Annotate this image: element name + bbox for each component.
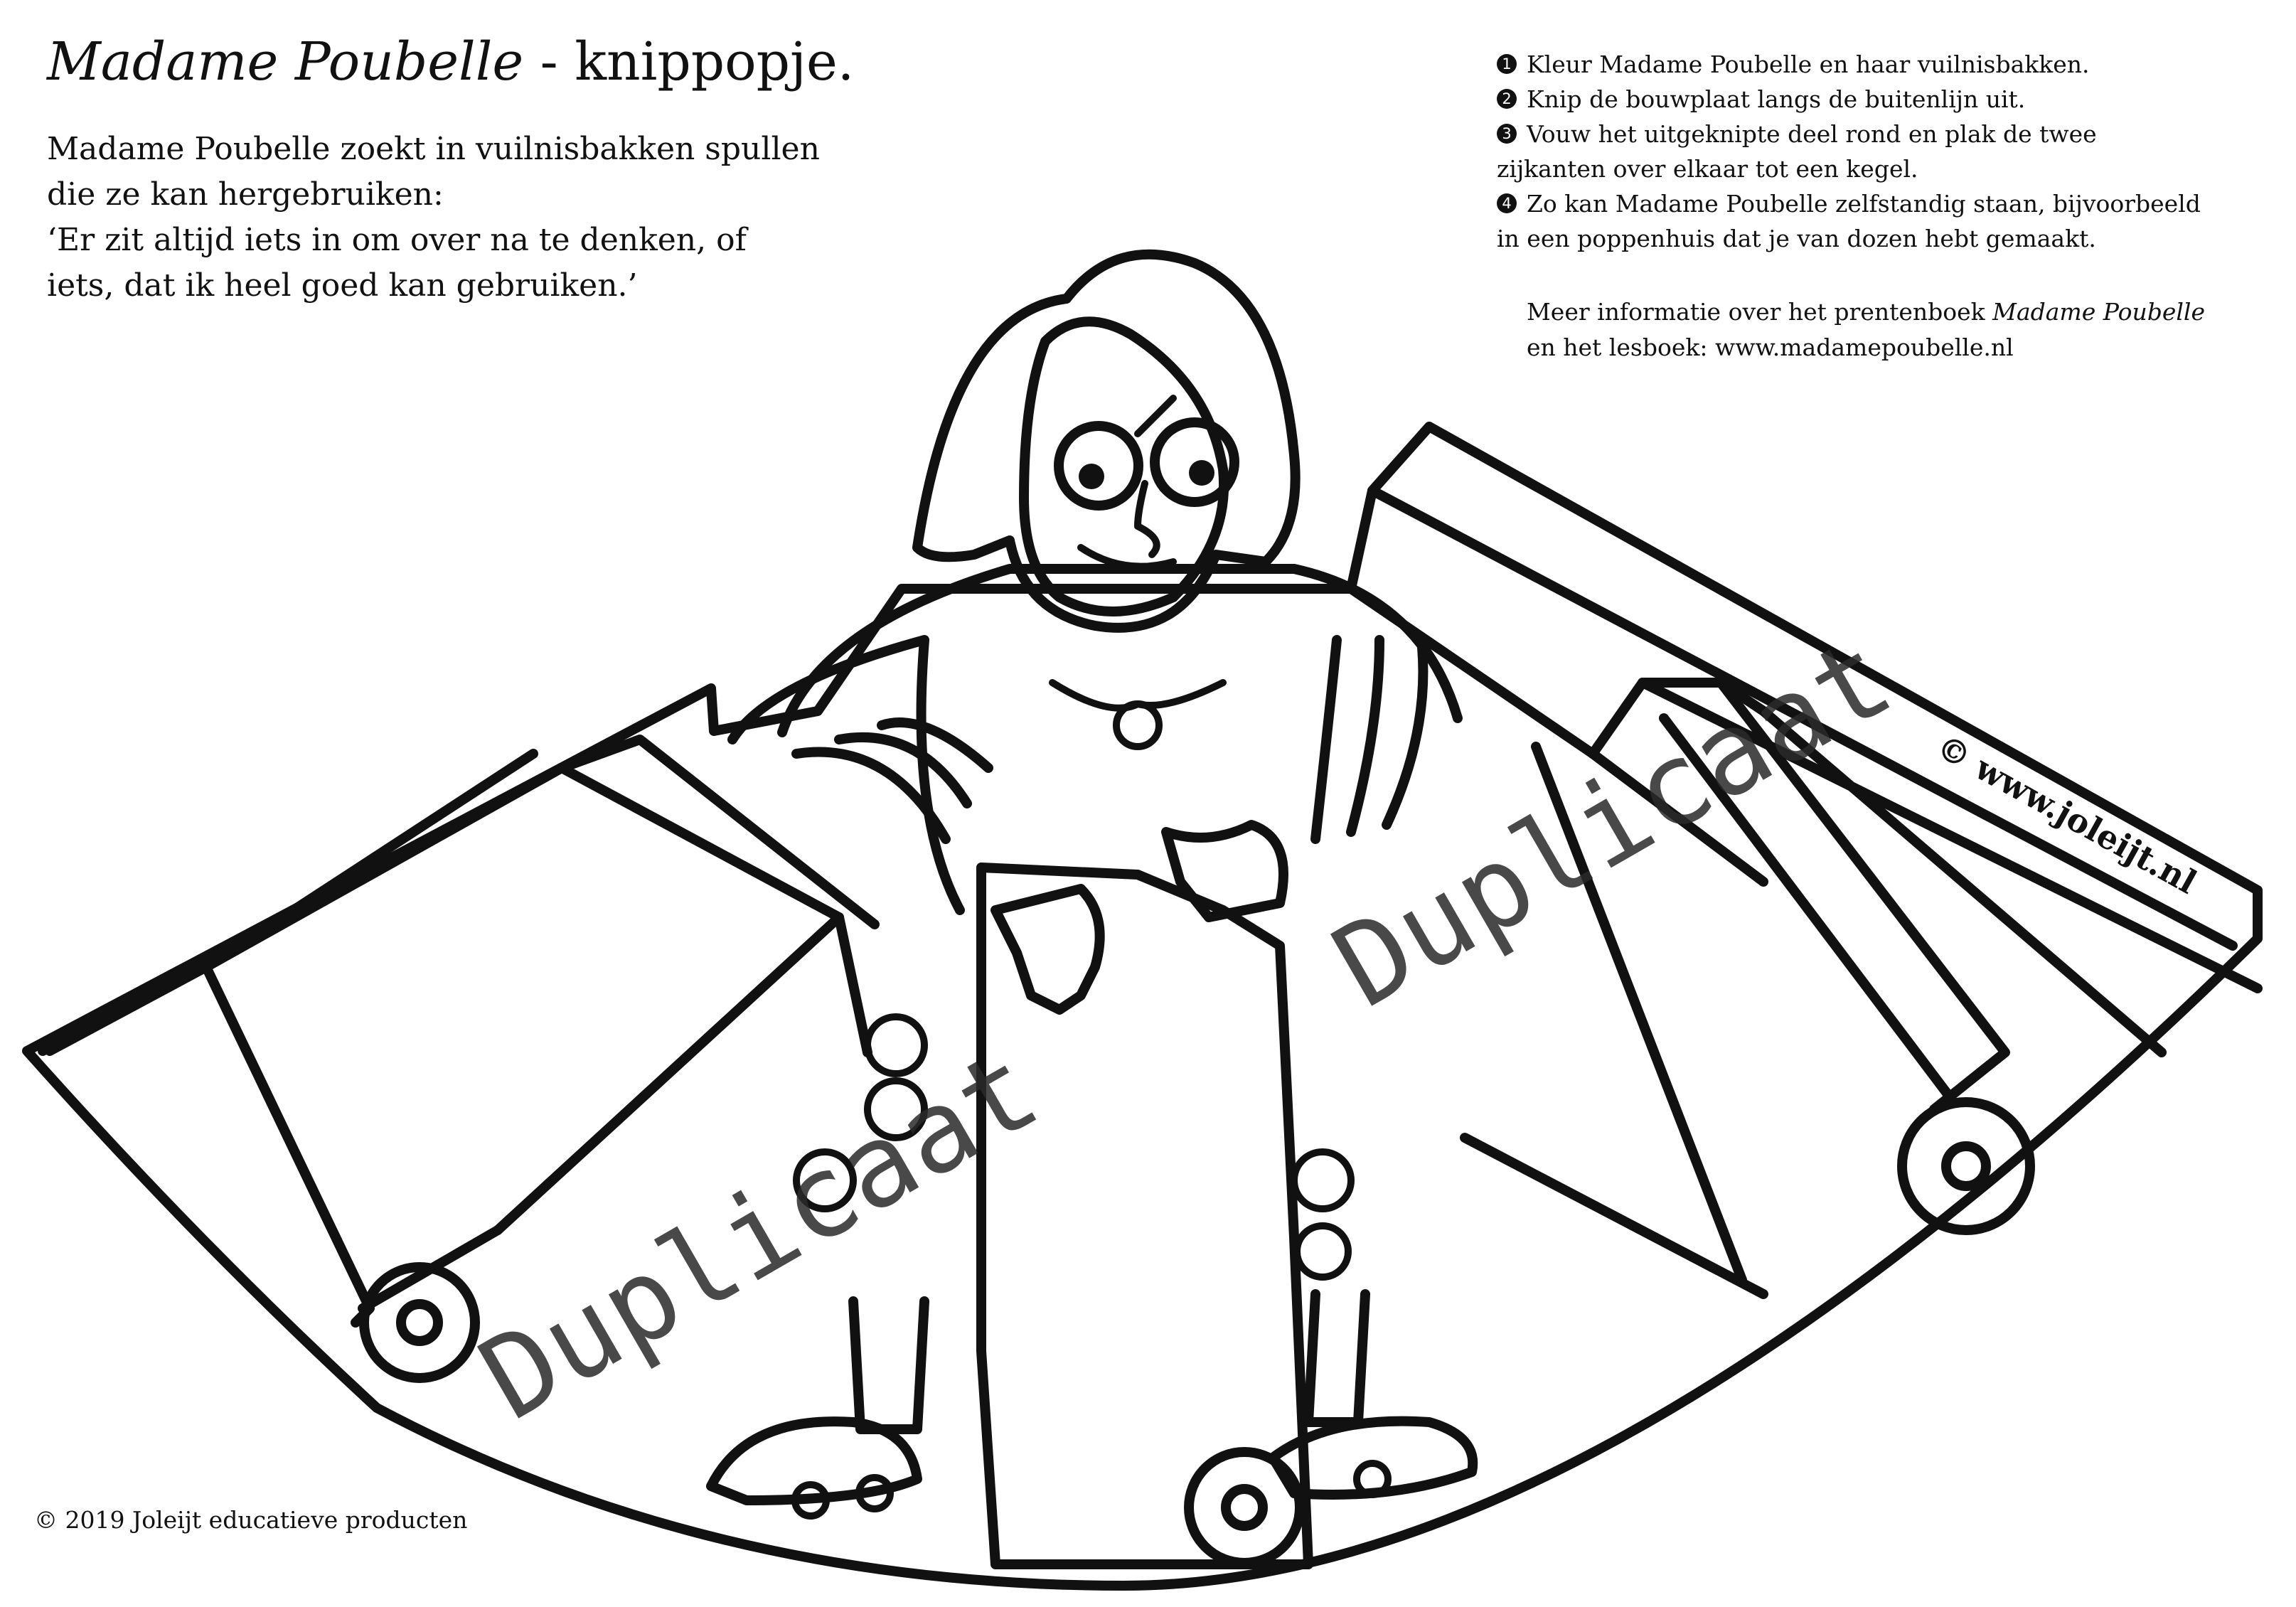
intro-line: iets, dat ik heel goed kan gebruiken.’: [47, 267, 638, 304]
left-wheel: [364, 1267, 475, 1378]
shawl-stripe-7: [1351, 640, 1379, 832]
shawl-stripe-4: [839, 737, 967, 804]
right-hand: [1166, 825, 1283, 917]
mouth: [1081, 548, 1173, 567]
more-info-prefix: Meer informatie over het prentenboek: [1527, 298, 1993, 326]
step-text: Zo kan Madame Poubelle zelfstandig staan, bijvoorbeeld: [1527, 190, 2201, 218]
intro-line: Madame Poubelle zoekt in vuilnisbakken spullen: [47, 131, 820, 167]
left-bin-rim: [206, 754, 533, 967]
page-title: [47, 31, 854, 92]
bottom-wheel-hub: [1226, 1489, 1263, 1526]
left-bin-3: [562, 740, 875, 924]
step-text: Kleur Madame Poubelle en haar vuilnisbakken.: [1527, 50, 2090, 78]
watermark-left: Duplicaat: [459, 1022, 1059, 1446]
title-name: Madame Poubelle: [47, 31, 524, 92]
shawl-stripe-8: [1387, 647, 1423, 825]
left-hand: [995, 889, 1100, 1010]
bottom-wheel: [1189, 1452, 1300, 1563]
book-title: Madame Poubelle: [1992, 298, 2206, 326]
step-text: Vouw het uitgeknipte deel rond en plak de twee: [1527, 120, 2097, 148]
more-info-line: [1527, 294, 2280, 330]
copyright-notice: © 2019 Joleijt educatieve producten: [34, 1506, 468, 1534]
step-number-badge: 3: [1497, 124, 1517, 144]
intro-line: die ze kan hergebruiken:: [47, 176, 444, 213]
website-label: © www.joleijt.nl: [1930, 727, 2204, 902]
left-leg: [853, 1301, 924, 1429]
instruction-step: [1497, 82, 2265, 117]
shawl-stripe-2: [732, 640, 960, 910]
intro-text: [47, 127, 936, 309]
cone-outline: [27, 427, 2258, 1586]
instruction-step: [1497, 117, 2265, 151]
flower-5: [1297, 1226, 1348, 1277]
step-number-badge: 1: [1497, 54, 1517, 74]
more-info-website: en het lesboek: www.madamepoubelle.nl: [1527, 333, 2014, 361]
right-wheel-hub: [1946, 1146, 1986, 1186]
shawl-stripe-6: [1315, 640, 1337, 839]
watermark-right: Duplicaat: [1312, 609, 1913, 1033]
left-wheel-hub: [401, 1304, 438, 1341]
step-text-continued: in een poppenhuis dat je van dozen hebt gemaakt.: [1497, 225, 2096, 252]
intro-line: ‘Er zit altijd iets in om over na te denken, of: [47, 222, 747, 258]
necklace-pendant: [1116, 704, 1159, 747]
left-bin-2: [206, 768, 867, 1052]
step-number-badge: 2: [1497, 89, 1517, 109]
bag: [981, 867, 1308, 1564]
instruction-step: [1497, 47, 2265, 82]
left-bin-1: [50, 967, 370, 1323]
instruction-step: [1497, 186, 2265, 221]
right-leg: [1308, 1294, 1365, 1422]
step-number-badge: 4: [1497, 193, 1517, 213]
left-pupil: [1079, 464, 1104, 489]
left-eye: [1059, 426, 1138, 506]
more-info: [1527, 294, 2280, 365]
step-text-continued: zijkanten over elkaar tot een kegel.: [1497, 155, 1918, 183]
nose: [1138, 484, 1157, 555]
title-suffix: - knippopje.: [523, 31, 855, 92]
step-text: Knip de bouwplaat langs de buitenlijn uit.: [1527, 85, 2026, 113]
flower-1: [867, 1017, 924, 1074]
right-pupil: [1189, 460, 1214, 486]
flower-4: [1294, 1152, 1351, 1209]
instructions-list: [1497, 47, 2265, 256]
